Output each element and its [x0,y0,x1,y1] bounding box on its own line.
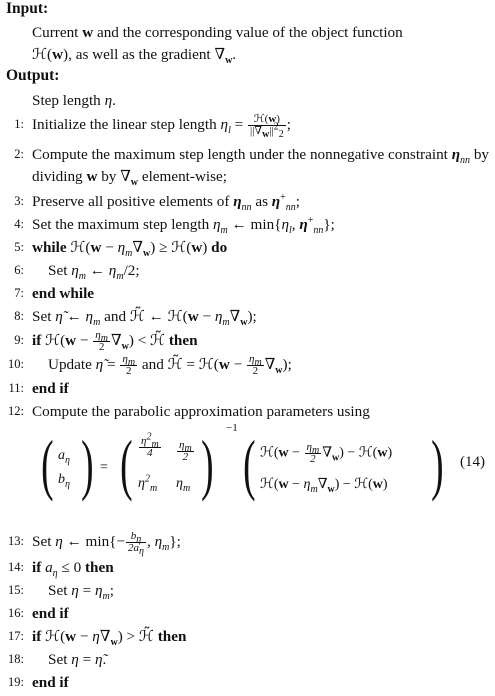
matrix-cell-22: $\eta_m$ [176,476,191,494]
algo-line-18 [0,649,495,673]
line-content: if $a_\eta \le 0$ then [32,559,114,580]
line-content: if ℋ(w − $\eta\nabla_w$) > ℋ̃ then [32,628,187,649]
lhs-top: $a_\eta$ [58,448,70,466]
line-content: end if [32,674,69,691]
paren-open: ( [120,426,133,502]
line-content: Set $\eta_m$ ← $\eta_m/2$; [48,262,140,283]
line-number: 10: [8,357,24,371]
line-number: 11: [8,381,24,395]
line-content: end while [32,285,95,302]
matrix-cell-11: $\frac{\eta^2_m}{4}$ [141,431,159,459]
line-number: 15: [8,583,24,597]
line-number: 16: [8,606,24,620]
algo-line-13 [0,530,495,558]
line-number: 19: [8,675,24,689]
paren-open: ( [243,426,256,502]
algo-line-14 [0,557,495,581]
line-number: 4: [14,217,24,231]
inverse-exponent: −1 [226,422,238,434]
algo-line-4 [0,214,495,238]
line-number: 13: [8,534,24,548]
input-text-2: ℋ(w), as well as the gradient $\nabla_w$. [32,46,237,67]
paren-close: ) [201,426,214,502]
algo-line-17 [0,626,495,650]
algo-line-11 [0,378,495,402]
equals-sign: = [100,460,108,475]
equation-14 [0,422,495,512]
line-content: Compute the parabolic approximation parameters using [32,403,370,420]
algo-line-8 [0,306,495,330]
algo-line-15 [0,580,495,604]
line-number: 8: [14,309,24,323]
line-number: 5: [14,240,24,254]
input-text-1: Current w and the corresponding value of the object function [32,24,403,41]
line-content: Set η ← min{− $\frac{b_\eta}{2a_\eta}$ , $\eta_m$}; [32,530,181,558]
line-number: 14: [8,560,24,574]
algo-line-7 [0,283,495,307]
line-content: end if [32,380,69,397]
algo-line-19 [0,672,495,696]
algo-line-1 [0,113,495,141]
line-content: Preserve all positive elements of $\eta_{nn}$ as $\eta^+_{nn}$; [32,191,300,214]
algo-line-2 [0,144,495,190]
line-number: 17: [8,629,24,643]
matrix-cell-21: $\eta^2_m$ [138,473,158,494]
line-number: 9: [14,333,24,347]
line-number: 7: [14,286,24,300]
matrix-cell-12: $\frac{\eta_m}{2}$ [179,439,192,463]
rhs-row-2: ℋ(w − $\eta_m\nabla_w$) − ℋ(w) [260,477,388,495]
algo-line-10 [0,354,495,378]
input-label: Input: [6,0,49,17]
line-content: Set η = η̃. [48,651,107,668]
line-content: Set $\eta = \eta_m$; [48,582,114,603]
line-number: 1: [14,117,24,131]
line-content: end if [32,605,69,622]
output-label: Output: [6,67,60,84]
line-content: Set η̃ ← $\eta_m$ and ℋ̃ ← ℋ(w − $\eta_m\nabla_w$); [32,308,257,329]
algo-line-6 [0,260,495,284]
line-number: 18: [8,652,24,666]
line-content: Initialize the linear step length $\eta_l$ = $\frac{\text{ℋ(w)}}{||\nabla_w||^2_2}$ ; [32,113,291,141]
equation-number: (14) [460,454,485,470]
line-content: while ℋ(w − $\eta_m\nabla_w$) ≥ ℋ(w) do [32,239,228,260]
algo-line-16 [0,603,495,627]
line-content: Compute the maximum step length under the nonnegative constraint $\eta_{nn}$ by dividing w by $\nabla_w$ element-wise; [32,146,490,189]
line-number: 6: [14,263,24,277]
algo-line-9 [0,330,495,354]
paren-close: ) [431,426,444,502]
algo-line-3 [0,191,495,215]
line-content: if ℋ(w − $\frac{\eta_m}{2}$ $\nabla_w$) < ℋ̃ then [32,329,198,354]
lhs-bottom: $b_\eta$ [58,472,70,490]
paren-close: ) [81,426,94,502]
output-text: Step length η. [32,92,116,109]
line-number: 12: [8,404,24,418]
paren-open: ( [41,426,54,502]
rhs-row-1: ℋ(w − $\frac{\eta_m}{2}$ $\nabla_w$) − ℋ(w) [260,441,393,465]
line-content: Set the maximum step length $\eta_m$ ← $\min\{\eta_l$, $\eta^+_{nn}$}; [32,214,335,237]
algo-line-5 [0,237,495,261]
line-content: Update η̃ = $\frac{\eta_m}{2}$ and ℋ̃ = ℋ(w − $\frac{\eta_m}{2}$ $\nabla_w$); [48,353,292,378]
line-number: 3: [14,194,24,208]
line-number: 2: [14,147,24,161]
